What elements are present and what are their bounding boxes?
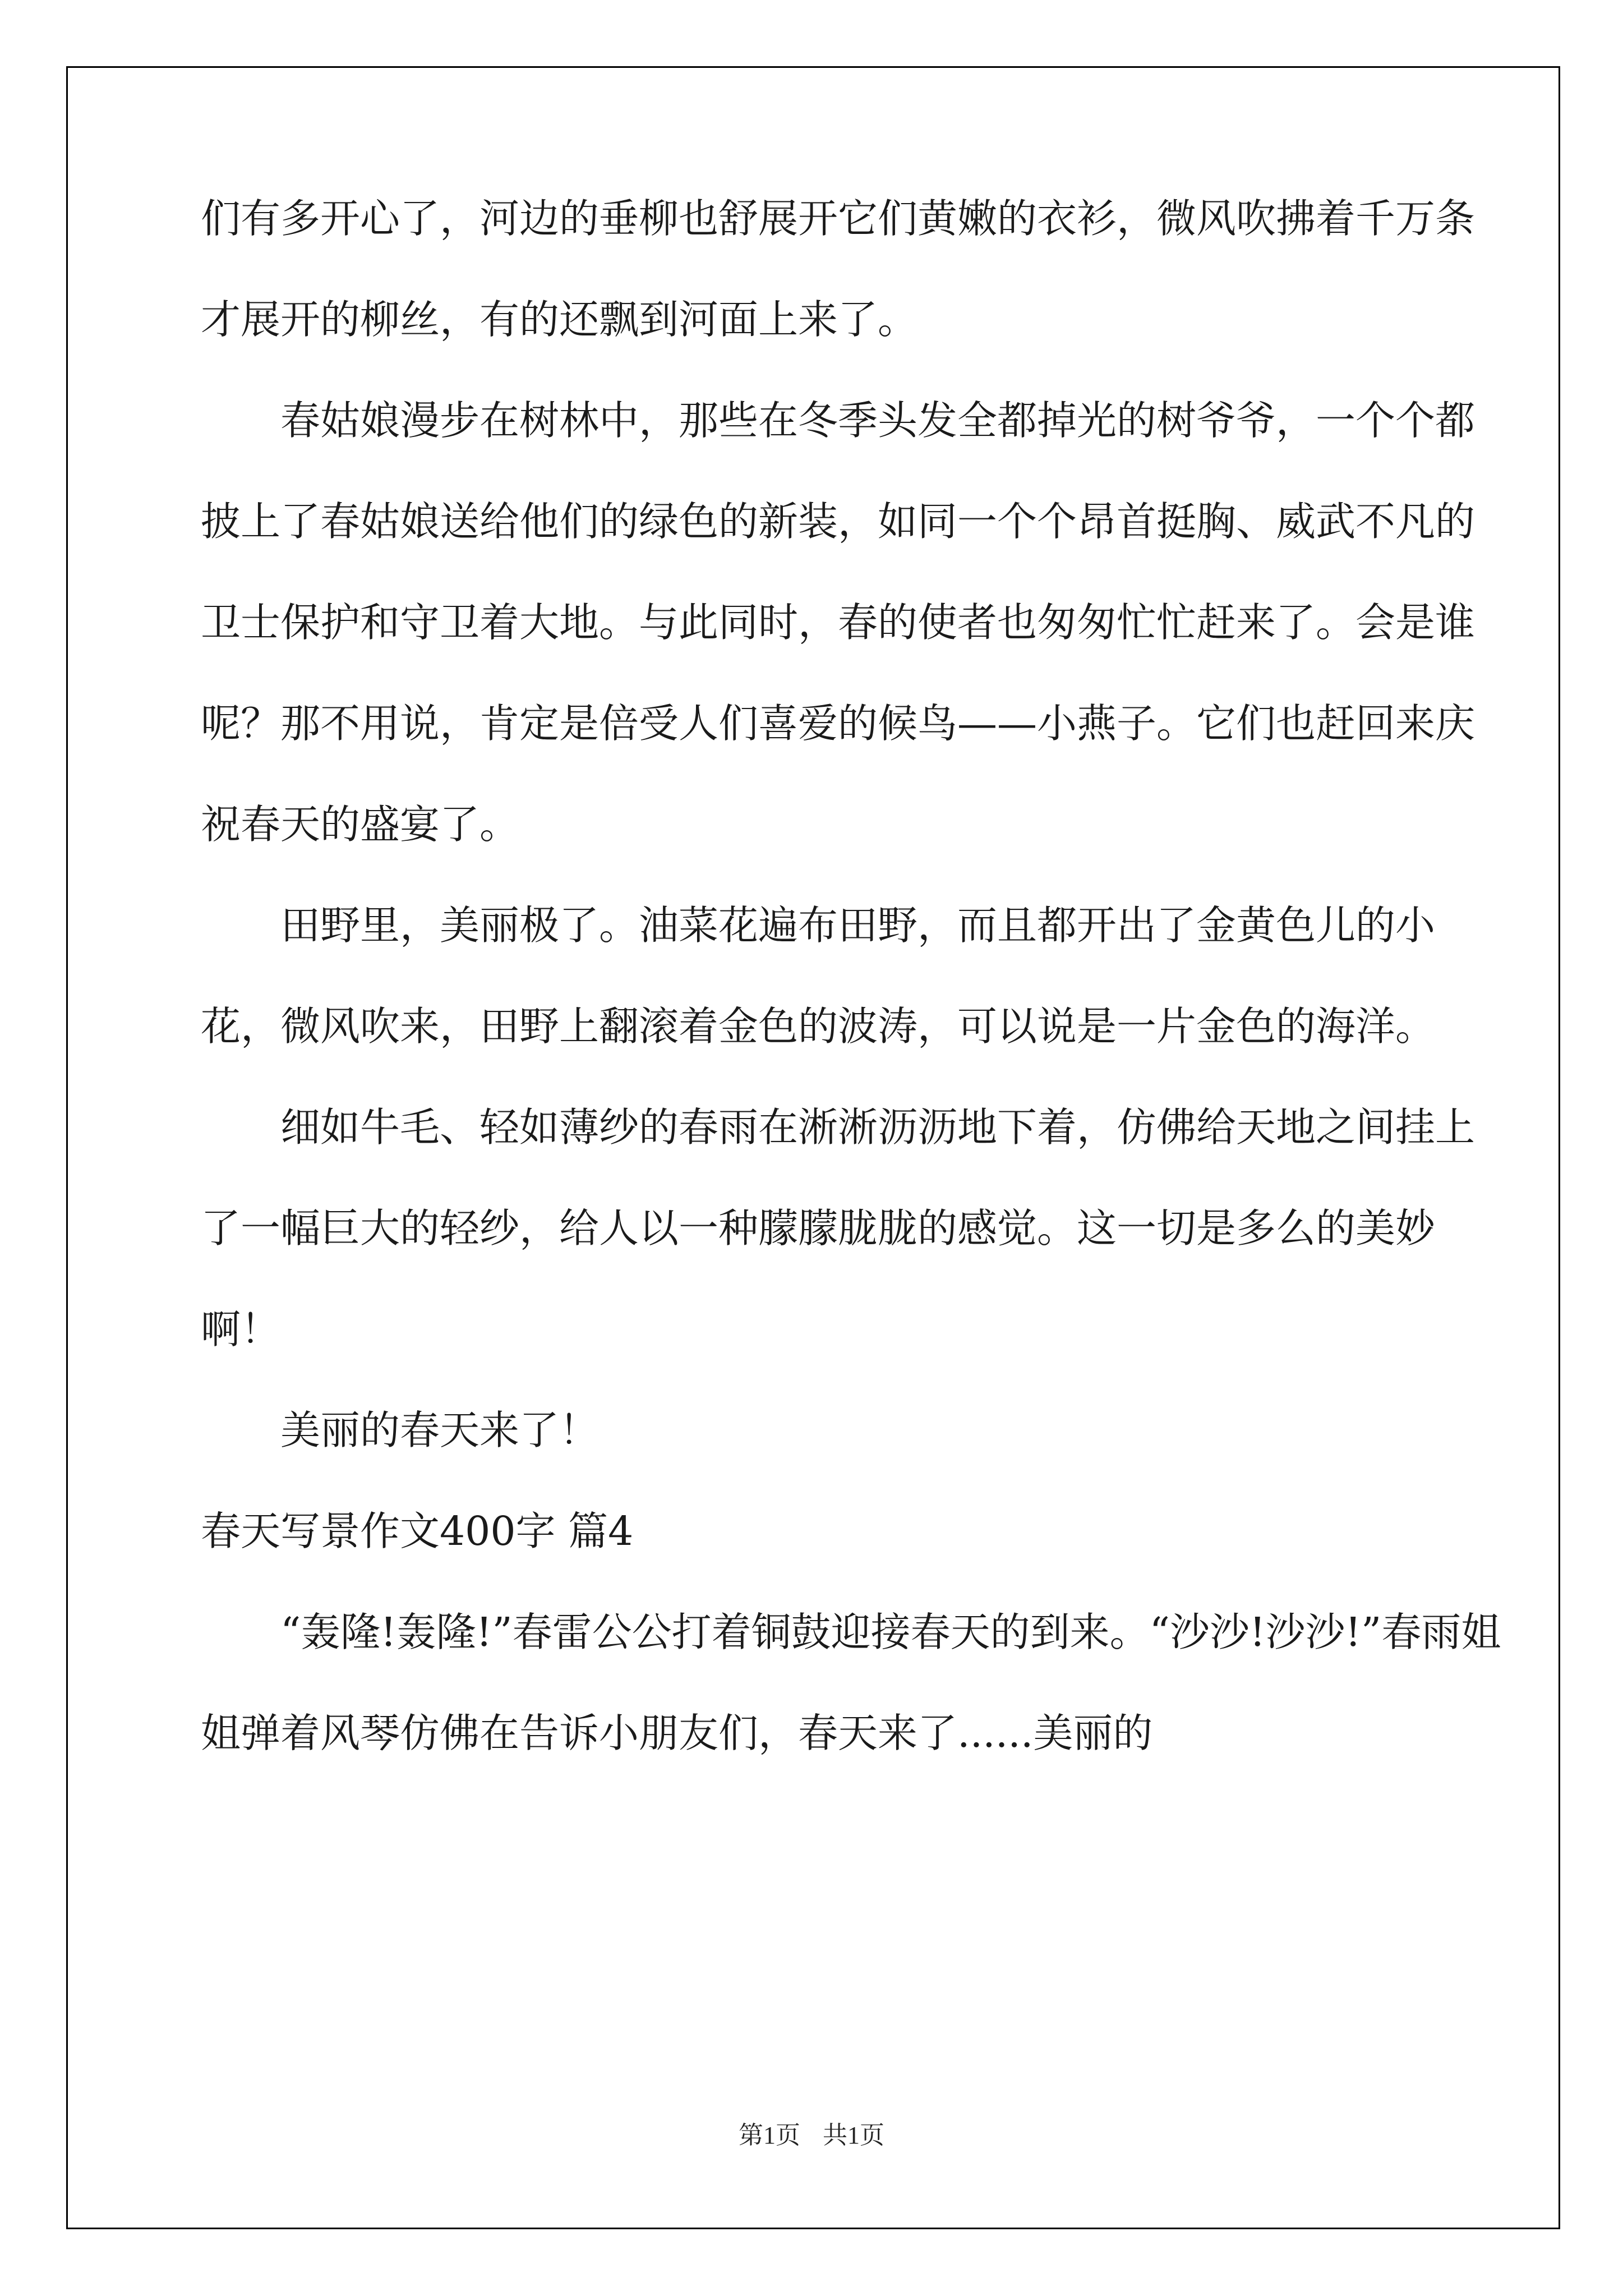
page-footer [0,2115,1623,2151]
paragraph-6: “轰隆!轰隆!”春雷公公打着铜鼓迎接春天的到来。“沙沙!沙沙!”春雨姐姐弹着风琴仿佛在告诉小朋友们，春天来了......美丽的 [201,1609,1501,1756]
paragraph-2: 春姑娘漫步在树林中，那些在冬季头发全都掉光的树爷爷，一个个都披上了春姑娘送给他们的绿色的新装，如同一个个昂首挺胸、威武不凡的卫士保护和守卫着大地。与此同时，春的使者也匆匆忙忙赶来了。会是谁呢？那不用说，肯定是倍受人们喜爱的候鸟——小燕子。它们也赶回来庆祝春天的盛宴了。 [201,397,1476,848]
page-total: 共1页 [823,2122,884,2149]
section-heading: 春天写景作文400字 篇4 [201,1508,634,1554]
page-number: 第1页 [739,2122,800,2149]
paragraph-3: 田野里，美丽极了。油菜花遍布田野，而且都开出了金黄色儿的小花，微风吹来，田野上翻滚着金色的波涛，可以说是一片金色的海洋。 [201,902,1436,1050]
paragraph-4: 细如牛毛、轻如薄纱的春雨在淅淅沥沥地下着，仿佛给天地之间挂上了一幅巨大的轻纱，给人以一种朦朦胧胧的感觉。这一切是多么的美妙啊！ [201,1104,1476,1352]
document-body [201,168,1502,1784]
paragraph-5: 美丽的春天来了！ [280,1407,600,1453]
paragraph-1: 们有多开心了，河边的垂柳也舒展开它们黄嫩的衣衫，微风吹拂着千万条才展开的柳丝，有的还飘到河面上来了。 [201,195,1476,343]
